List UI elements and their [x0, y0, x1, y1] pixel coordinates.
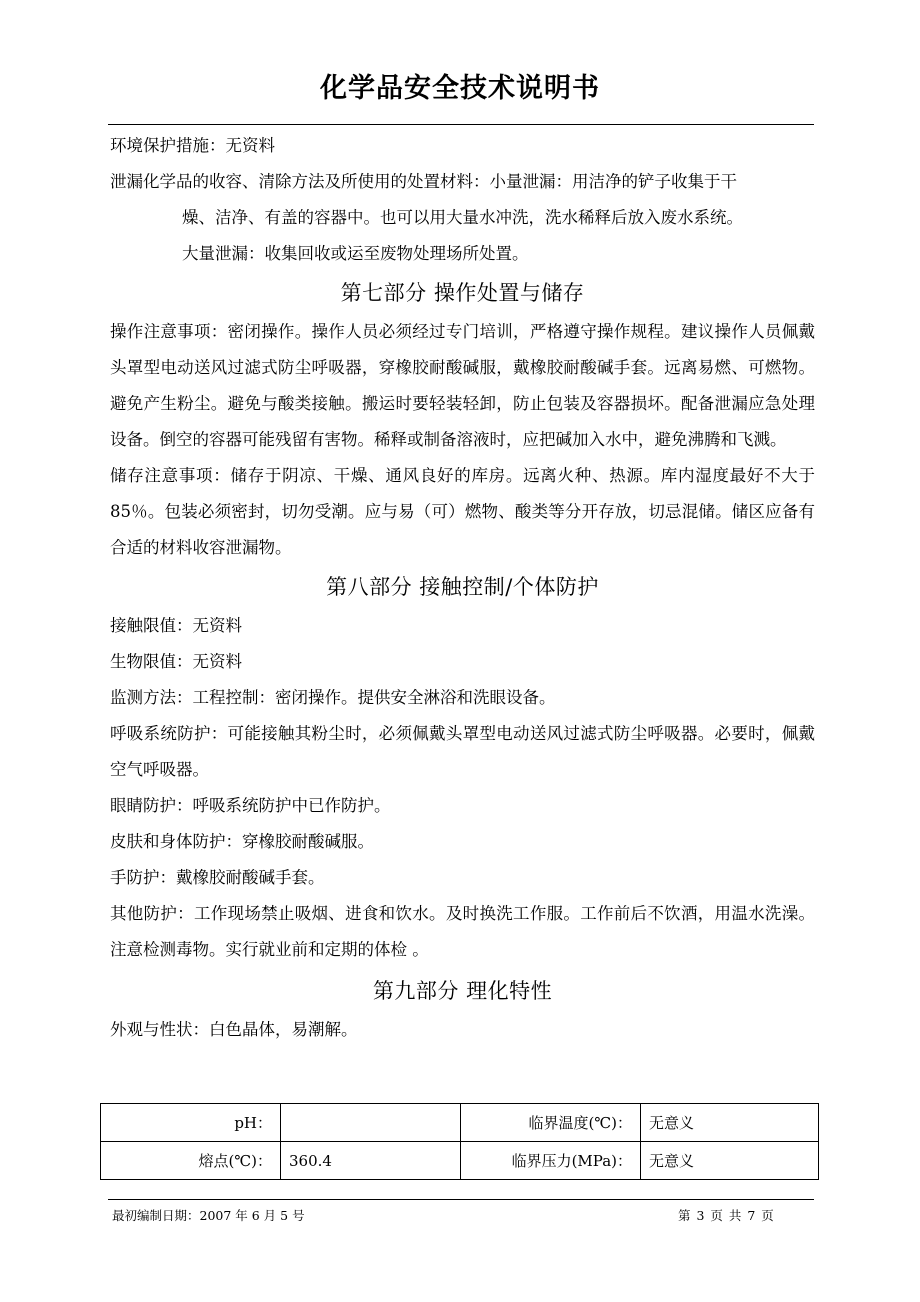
table-cell-value [281, 1104, 461, 1142]
footer-date: 最初编制日期：2007 年 6 月 5 号 [112, 1208, 305, 1223]
table-cell-label: pH： [101, 1104, 281, 1142]
appearance-text: 外观与性状：白色晶体，易潮解。 [110, 1020, 358, 1039]
table-cell-value: 无意义 [641, 1142, 819, 1180]
table-cell-label: 临界压力(MPa)： [461, 1142, 641, 1180]
table-cell-label: 临界温度(℃)： [461, 1104, 641, 1142]
document-body [110, 128, 815, 1048]
table-row [101, 1104, 819, 1142]
operation-precautions: 操作注意事项：密闭操作。操作人员必须经过专门培训，严格遵守操作规程。建议操作人员佩戴头罩型电动送风过滤式防尘呼吸器，穿橡胶耐酸碱服，戴橡胶耐酸碱手套。远离易燃、可燃物。避免产生粉尘。避免与酸类接触。搬运时要轻装轻卸，防止包装及容器损坏。配备泄漏应急处理设备。倒空的容器可能残留有害物。稀释或制备溶液时，应把碱加入水中，避免沸腾和飞溅。 [110, 322, 815, 449]
table-cell-value: 无意义 [641, 1104, 819, 1142]
biological-limit: 生物限值：无资料 [110, 652, 242, 671]
properties-table [100, 1103, 819, 1180]
section-7-title: 第七部分 操作处置与储存 [340, 281, 585, 305]
leak-handling-line-1: 泄漏化学品的收容、清除方法及所使用的处置材料：小量泄漏：用洁净的铲子收集于干 [110, 172, 737, 191]
table-cell-value: 360.4 [281, 1142, 461, 1180]
section-8-title: 第八部分 接触控制/个体防护 [326, 575, 599, 599]
monitoring-method: 监测方法：工程控制：密闭操作。提供安全淋浴和洗眼设备。 [110, 688, 556, 707]
footer-divider [108, 1199, 814, 1200]
eye-protection: 眼睛防护：呼吸系统防护中已作防护。 [110, 796, 391, 815]
storage-precautions: 储存注意事项：储存于阴凉、干燥、通风良好的库房。远离火种、热源。库内湿度最好不大于 85％。包装必须密封，切勿受潮。应与易（可）燃物、酸类等分开存放，切忌混储。储区应备有合适的材料收容泄漏物。 [110, 466, 815, 557]
header-divider [108, 124, 814, 125]
exposure-limit: 接触限值：无资料 [110, 616, 242, 635]
table-cell-label: 熔点(℃)： [101, 1142, 281, 1180]
skin-protection: 皮肤和身体防护：穿橡胶耐酸碱服。 [110, 832, 374, 851]
respiratory-protection: 呼吸系统防护：可能接触其粉尘时，必须佩戴头罩型电动送风过滤式防尘呼吸器。必要时，佩戴空气呼吸器。 [110, 724, 815, 779]
leak-handling-line-3: 大量泄漏：收集回收或运至废物处理场所处置。 [182, 244, 529, 263]
document-title: 化学品安全技术说明书 [320, 73, 600, 104]
hand-protection: 手防护：戴橡胶耐酸碱手套。 [110, 868, 325, 887]
footer-page-number: 第 3 页 共 7 页 [678, 1208, 774, 1223]
section-9-title: 第九部分 理化特性 [372, 979, 553, 1003]
env-protection-text: 环境保护措施：无资料 [110, 136, 275, 155]
table-row [101, 1142, 819, 1180]
leak-handling-line-2: 燥、洁净、有盖的容器中。也可以用大量水冲洗，洗水稀释后放入废水系统。 [182, 208, 743, 227]
other-protection: 其他防护：工作现场禁止吸烟、进食和饮水。及时换洗工作服。工作前后不饮酒，用温水洗澡。注意检测毒物。实行就业前和定期的体检 。 [110, 904, 815, 959]
